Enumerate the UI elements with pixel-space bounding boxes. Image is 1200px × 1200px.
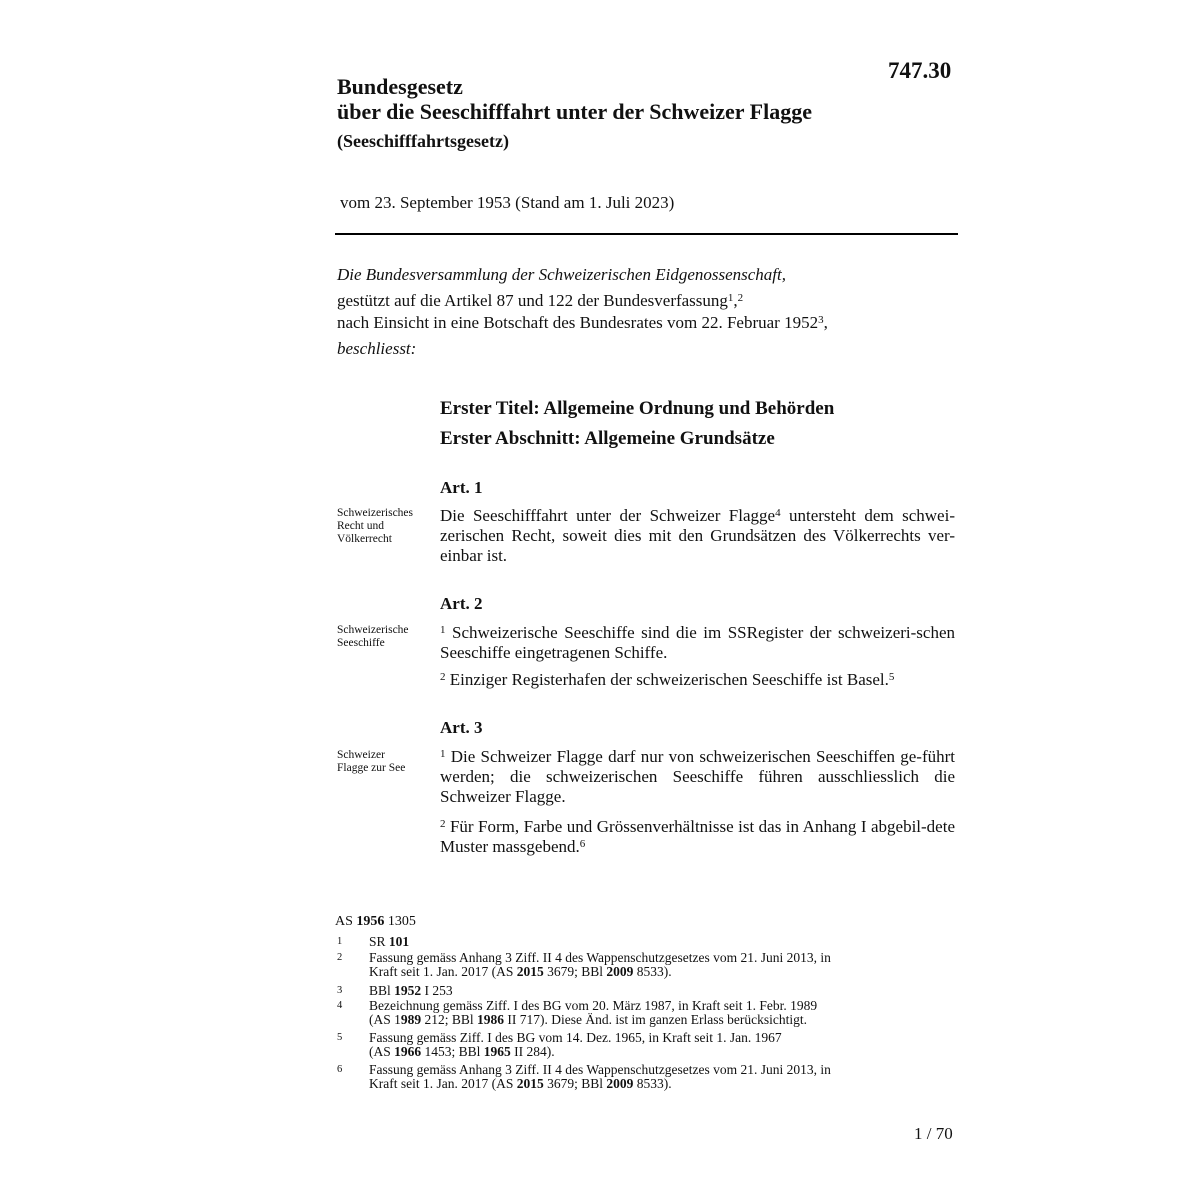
preamble-basis: gestützt auf die Artikel 87 und 122 der Bundesverfassung$^1$,$^2$ (337, 291, 744, 310)
article-2-margin-note: Schweizerische Seeschiffe (337, 624, 409, 649)
article-1-number: Art. 1 (440, 478, 483, 497)
page-number: 1 / 70 (914, 1124, 953, 1143)
article-1-margin-note: Schweizerisches Recht und Völkerrecht (337, 507, 413, 545)
short-title: (Seeschifffahrtsgesetz) (337, 131, 509, 151)
preamble-decides: beschliesst: (337, 339, 417, 358)
article-2-number: Art. 2 (440, 594, 483, 613)
article-3-number: Art. 3 (440, 718, 483, 737)
footnote-1: 1 SR 101 (337, 934, 410, 949)
footnote-ref-3[interactable]: 3 (818, 314, 824, 326)
footnote-ref-5[interactable]: 5 (888, 671, 895, 683)
preamble-dispatch: nach Einsicht in eine Botschaft des Bundesrates vom 22. Februar 1952$^3$, (337, 313, 828, 332)
footnote-2: 2 Fassung gemäss Anhang 3 Ziff. II 4 des Wappenschutzgesetzes vom 21. Juni 2013, in Kraft seit 1. Jan. 2017 (AS 2015 3679; BBl 2009 8533). (337, 950, 831, 979)
footnote-5: 5 Fassung gemäss Ziff. I des BG vom 14. Dez. 1965, in Kraft seit 1. Jan. 1967 (AS 1966 1453; BBl 1965 II 284). (337, 1030, 782, 1059)
title-heading: Erster Titel: Allgemeine Ordnung und Behörden (440, 398, 835, 419)
article-2-paragraph-2: $^2$ Einziger Registerhafen der schweizerischen Seeschiffe ist Basel.$^5$ (440, 670, 895, 689)
preamble-assembly: Die Bundesversammlung der Schweizerischen Eidgenossenschaft, (337, 265, 786, 284)
footnote-3: 3 BBl 1952 I 253 (337, 983, 453, 998)
article-3-margin-note: Schweizer Flagge zur See (337, 749, 406, 774)
article-1-paragraph: Die Seeschifffahrt unter der Schweizer Flagge$^4$ untersteht dem schwei-zerischen Recht, soweit dies mit den Grundsätzen des Völkerrechts ver-einbar ist. (440, 506, 955, 565)
law-title-line2: über die Seeschifffahrt unter der Schweizer Flagge (337, 99, 812, 124)
sr-number: 747.30 (888, 58, 952, 83)
header-rule (335, 233, 958, 235)
footnote-ref-2[interactable]: 2 (737, 292, 744, 304)
footnote-6: 6 Fassung gemäss Anhang 3 Ziff. II 4 des Wappenschutzgesetzes vom 21. Juni 2013, in Kraft seit 1. Jan. 2017 (AS 2015 3679; BBl 2009 8533). (337, 1062, 831, 1091)
law-title-line1: Bundesgesetz (337, 74, 463, 99)
footnote-ref-6[interactable]: 6 (579, 838, 586, 850)
article-2-paragraph-1: $^1$ Schweizerische Seeschiffe sind die im SSRegister der schweizeri-schen Seeschiffe eingetragenen Schiffe. (440, 623, 955, 662)
article-3-paragraph-2: $^2$ Für Form, Farbe und Grössenverhältnisse ist das in Anhang I abgebil-dete Muster massgebend.$^6$ (440, 817, 955, 856)
footnote-ref-4[interactable]: 4 (775, 507, 781, 519)
section-heading: Erster Abschnitt: Allgemeine Grundsätze (440, 428, 775, 449)
footnote-4: 4 Bezeichnung gemäss Ziff. I des BG vom 20. März 1987, in Kraft seit 1. Febr. 1989 (AS 1989 212; BBl 1986 II 717). Diese Änd. ist im ganzen Erlass berücksichtigt. (337, 998, 818, 1027)
article-3-paragraph-1: $^1$ Die Schweizer Flagge darf nur von schweizerischen Seeschiffen ge-führt werden; die schweizerischen Seeschiffe führen ausschliesslich die Schweizer Flagge. (440, 747, 955, 806)
law-date: vom 23. September 1953 (Stand am 1. Juli 2023) (340, 193, 675, 212)
official-collection-note: AS 1956 1305 (335, 914, 416, 929)
footnote-ref-1[interactable]: 1 (727, 292, 734, 304)
